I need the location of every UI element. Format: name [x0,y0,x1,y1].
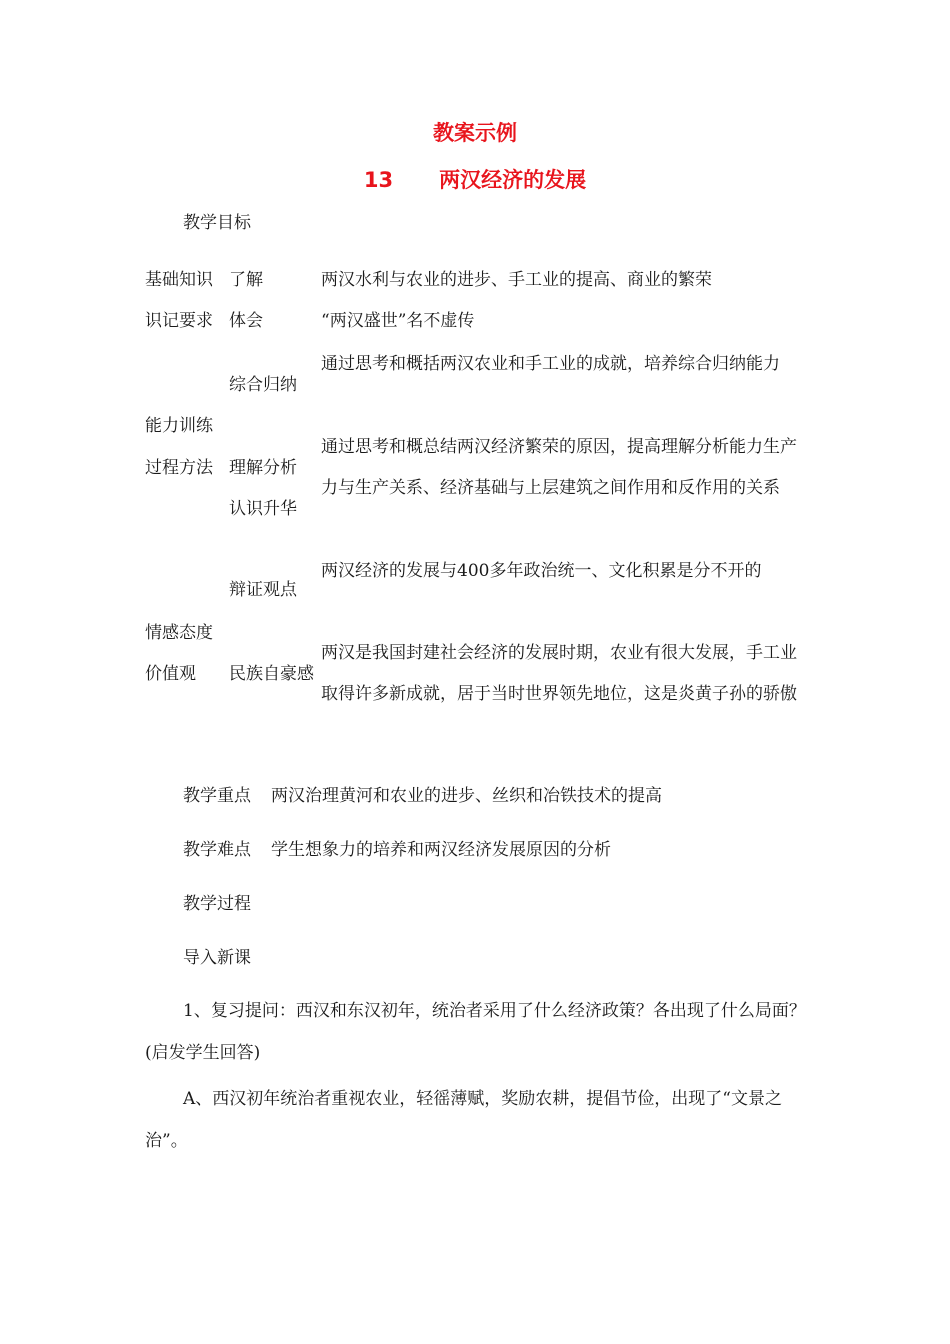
level-understand: 了解 [229,270,263,290]
teaching-process-heading: 教学过程 [183,894,251,914]
objectives-heading: 教学目标 [183,213,251,233]
category-memorization: 识记要求 [145,311,213,331]
category-values: 价值观 [145,664,196,684]
objective-content: 通过思考和概总结两汉经济繁荣的原因，提高理解分析能力生产力与生产关系、经济基础与上层建筑之间作用和反作用的关系 [321,437,797,498]
category-ability-training: 能力训练 [145,416,213,436]
category-basic-knowledge: 基础知识 [145,270,213,290]
paragraph-answer-a: A、西汉初年统治者重视农业，轻徭薄赋，奖励农耕，提倡节俭，出现了“文景之治”。 [145,1089,782,1151]
teaching-focus-text: 两汉治理黄河和农业的进步、丝织和冶铁技术的提高 [271,786,662,806]
objective-content: 通过思考和概括两汉农业和手工业的成就，培养综合归纳能力 [321,354,780,374]
teaching-difficulty-text: 学生想象力的培养和两汉经济发展原因的分析 [271,840,611,860]
category-emotion-attitude: 情感态度 [145,623,213,643]
category-process-method: 过程方法 [145,458,213,478]
lesson-title [0,165,950,195]
level-analysis: 理解分析 [229,458,297,478]
objective-content: 两汉水利与农业的进步、手工业的提高、商业的繁荣 [321,270,712,290]
level-synthesis: 综合归纳 [229,375,297,395]
level-elevation: 认识升华 [229,499,297,519]
level-appreciate: 体会 [229,311,263,331]
objective-content: “两汉盛世”名不虚传 [321,311,475,331]
teaching-focus [183,782,662,810]
objectives-table [145,260,810,760]
teaching-difficulty [183,836,611,864]
paragraph-review-question: 1、复习提问：西汉和东汉初年，统治者采用了什么经济政策？各出现了什么局面？(启发学生回答) [145,1001,806,1063]
teaching-difficulty-label: 教学难点 [183,840,251,860]
objective-content: 两汉经济的发展与400多年政治统一、文化积累是分不开的 [321,561,762,581]
intro-heading: 导入新课 [183,948,251,968]
teaching-focus-label: 教学重点 [183,786,251,806]
level-national-pride: 民族自豪感 [229,664,314,684]
lesson-number: 13 [363,168,394,192]
document-title: 教案示例 [433,121,517,145]
lesson-name: 两汉经济的发展 [439,168,587,192]
level-dialectic: 辩证观点 [229,580,297,600]
objective-content: 两汉是我国封建社会经济的发展时期，农业有很大发展，手工业取得许多新成就，居于当时世界领先地位，这是炎黄子孙的骄傲 [321,643,797,704]
